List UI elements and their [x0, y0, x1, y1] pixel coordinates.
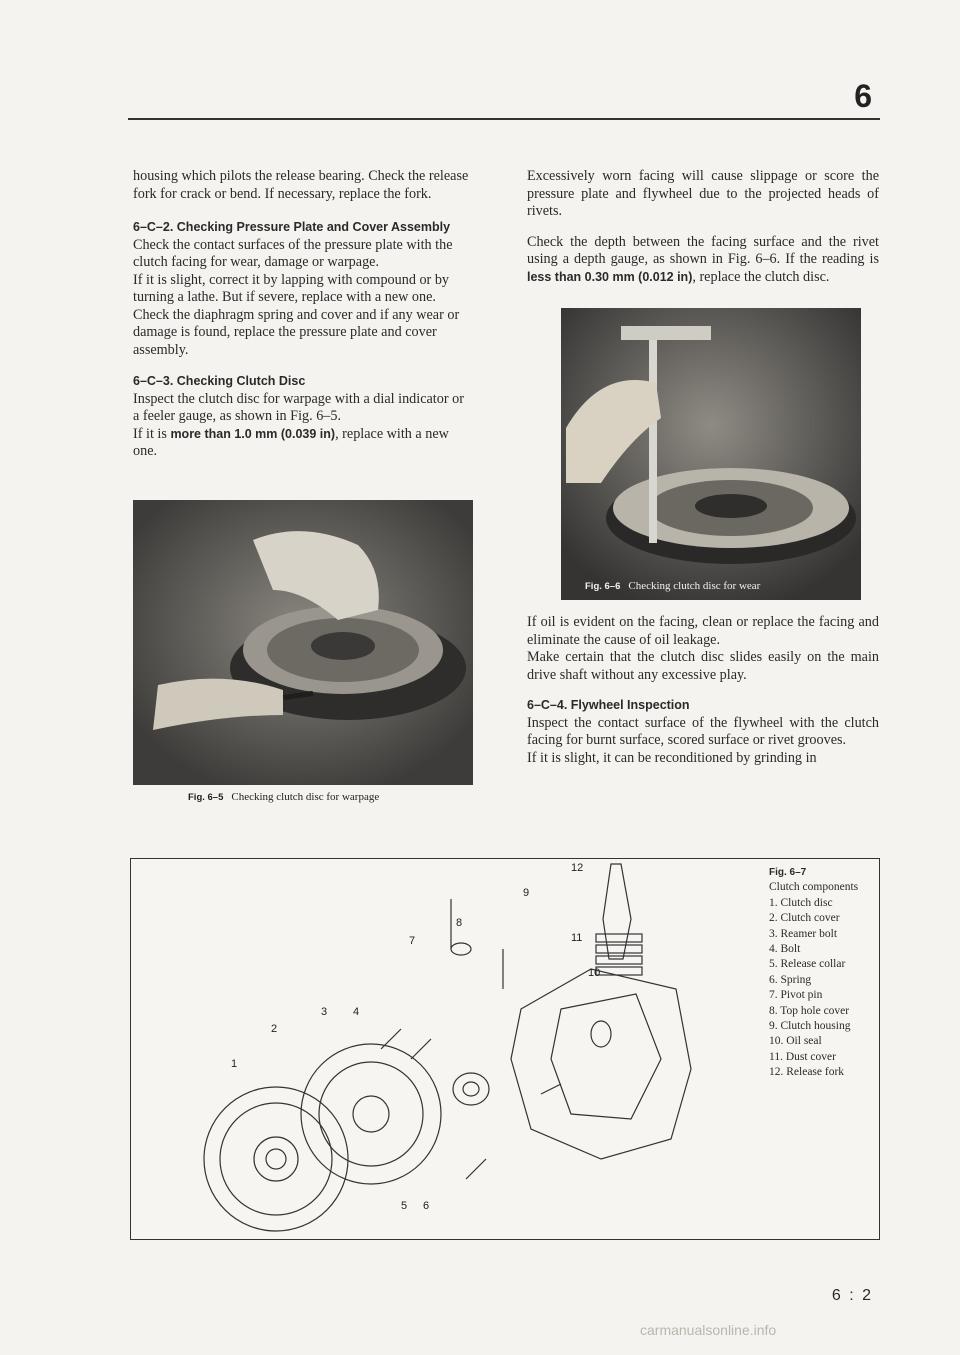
callout-5: 5	[401, 1200, 408, 1212]
legend-item: 9. Clutch housing	[769, 1020, 851, 1033]
fig-6-6-photo	[561, 308, 861, 600]
depth-gauge-illustration	[561, 308, 861, 600]
right-p2-post: , replace the clutch disc.	[692, 268, 830, 285]
rivet-depth-limit-spec: less than 0.30 mm (0.012 in)	[527, 269, 693, 284]
section-6c4-p2: If it is slight, it can be reconditioned by grinding in	[527, 749, 817, 766]
legend-item: 3. Reamer bolt	[769, 927, 838, 940]
callout-10: 10	[588, 967, 601, 979]
fig-6-7-title: Clutch components	[769, 881, 859, 894]
section-6c4-title: 6–C–4. Flywheel Inspection	[527, 698, 690, 712]
chapter-number: 6	[854, 78, 872, 114]
legend-item: 5. Release collar	[769, 958, 846, 971]
fig-6-7-list	[769, 896, 884, 1081]
right-p1: Excessively worn facing will cause slippage or score the pressure plate and flywheel due to the projected heads of rivets.	[527, 168, 879, 219]
fig-6-6-caption	[585, 580, 760, 592]
right-column	[527, 168, 879, 299]
section-6c2-title: 6–C–2. Checking Pressure Plate and Cover Assembly	[133, 220, 451, 234]
header-rule	[128, 118, 880, 120]
section-6c2-p3: Check the diaphragm spring and cover and if any wear or damage is found, replace the pressure plate and cover assembly.	[133, 306, 460, 358]
section-6c2-p1: Check the contact surfaces of the pressure plate with the clutch facing for wear, damage or warpage.	[133, 236, 453, 270]
callout-9: 9	[523, 887, 530, 899]
fig-6-7-legend	[769, 865, 884, 1081]
section-6c4	[527, 697, 879, 767]
legend-item: 12. Release fork	[769, 1066, 845, 1079]
left-column	[133, 168, 473, 474]
fig-6-6-number: Fig. 6–6	[585, 581, 621, 592]
callout-1: 1	[231, 1058, 238, 1070]
legend-item: 6. Spring	[769, 973, 812, 986]
section-6c3-title: 6–C–3. Checking Clutch Disc	[133, 374, 306, 388]
clutch-warpage-illustration	[133, 500, 473, 785]
legend-item: 2. Clutch cover	[769, 912, 840, 925]
callout-2: 2	[271, 1023, 278, 1035]
fig-6-5-text: Checking clutch disc for warpage	[231, 791, 380, 803]
right-p2-pre: Check the depth between the facing surface and the rivet using a depth gauge, as shown in Fig. 6–6. If the reading is	[527, 233, 879, 267]
page-number: 6 : 2	[831, 1287, 873, 1304]
callout-3: 3	[321, 1006, 328, 1018]
legend-item: 7. Pivot pin	[769, 989, 823, 1002]
callout-8: 8	[456, 917, 463, 929]
right-p2	[527, 234, 879, 287]
callout-11: 11	[571, 932, 583, 944]
callout-7: 7	[409, 935, 416, 947]
section-6c3	[133, 373, 473, 461]
clutch-exploded-diagram	[131, 859, 761, 1239]
section-6c4-p1: Inspect the contact surface of the flywheel with the clutch facing for burnt surface, scored surface or rivet grooves.	[527, 714, 879, 748]
legend-item: 1. Clutch disc	[769, 896, 833, 909]
legend-item: 4. Bolt	[769, 943, 801, 956]
fig-6-5-caption	[188, 791, 379, 803]
intro-paragraph: housing which pilots the release bearing. Check the release fork for crack or bend. If necessary, replace the fork.	[133, 168, 469, 202]
watermark: carmanualsonline.info	[640, 1322, 777, 1338]
right-p3: If oil is evident on the facing, clean or replace the facing and eliminate the cause of oil leakage.	[527, 614, 879, 648]
legend-item: 10. Oil seal	[769, 1035, 822, 1048]
warpage-limit-spec: more than 1.0 mm (0.039 in)	[170, 426, 336, 441]
fig-6-7-number: Fig. 6–7	[769, 867, 807, 878]
section-6c3-p2-pre: If it is	[133, 425, 171, 442]
legend-item: 8. Top hole cover	[769, 1004, 850, 1017]
fig-6-7-diagram-frame	[130, 858, 880, 1240]
fig-6-5-number: Fig. 6–5	[188, 792, 224, 803]
right-p4: Make certain that the clutch disc slides easily on the main drive shaft without any excessive play.	[527, 649, 879, 683]
section-6c3-p2-post: , replace with a new one.	[133, 425, 449, 459]
callout-4: 4	[353, 1006, 360, 1018]
section-6c3-p1: Inspect the clutch disc for warpage with a dial indicator or a feeler gauge, as shown in Fig. 6–5.	[133, 390, 464, 424]
section-6c2	[133, 219, 473, 359]
fig-6-6-text: Checking clutch disc for wear	[628, 580, 761, 592]
legend-item: 11. Dust cover	[769, 1050, 836, 1063]
section-6c2-p2: If it is slight, correct it by lapping with compound or by turning a lathe. But if severe, replace with a new one.	[133, 271, 450, 305]
fig-6-5-photo	[133, 500, 473, 785]
callout-6: 6	[423, 1200, 430, 1212]
right-column-lower	[527, 614, 879, 780]
callout-12: 12	[571, 862, 584, 874]
